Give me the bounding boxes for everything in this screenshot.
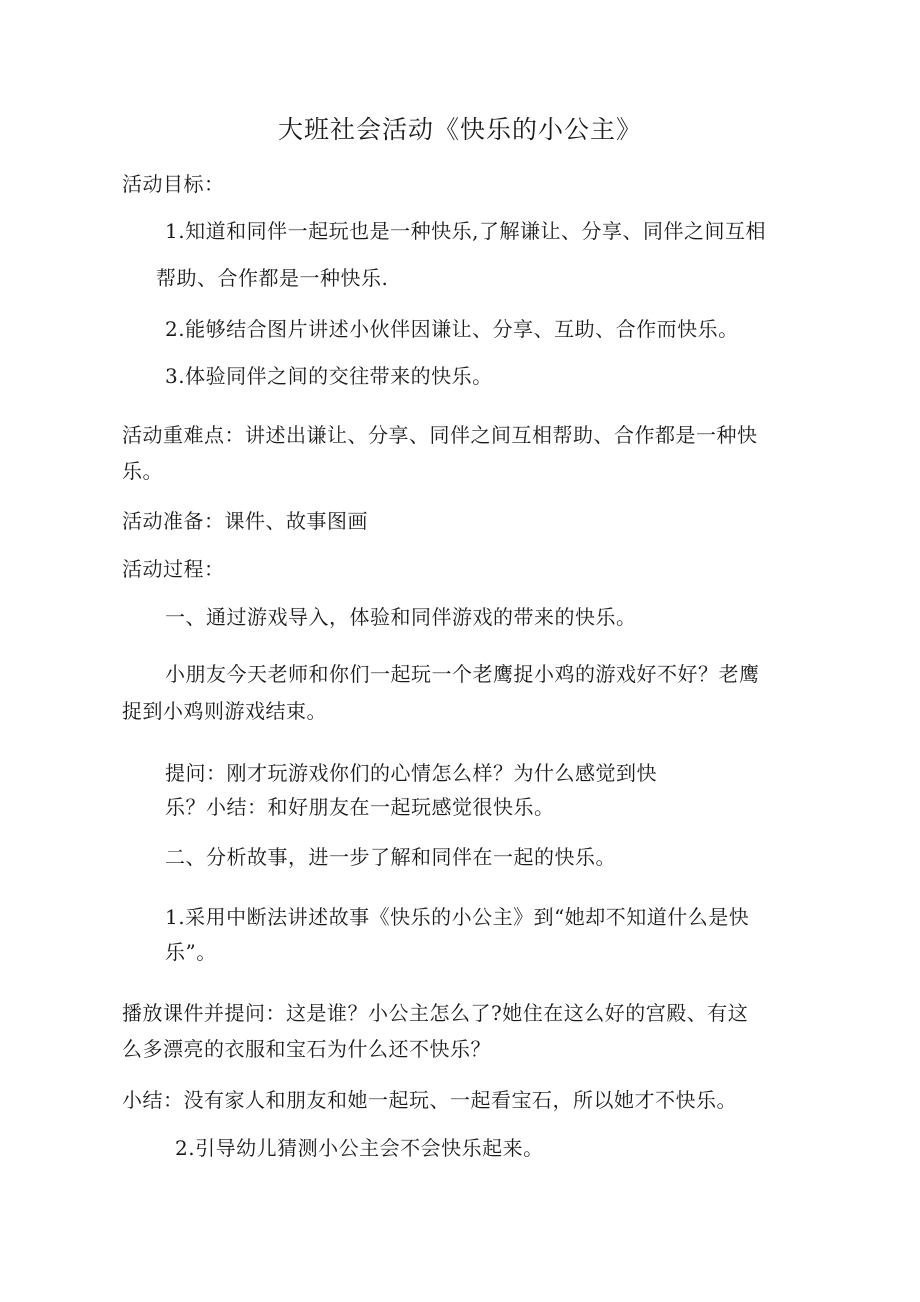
document-title: 大班社会活动《快乐的小公主》 (277, 115, 642, 144)
goal-3: 3.体验同伴之间的交往带来的快乐。 (165, 364, 493, 388)
key-points-line-2: 乐。 (122, 459, 163, 483)
process-step-2-heading: 二、分析故事，进一步了解和同伴在一起的快乐。 (165, 845, 616, 869)
process-step-1-heading: 一、通过游戏导入，体验和同伴游戏的带来的快乐。 (165, 605, 637, 629)
step-2-item-1-line-2: 乐”。 (165, 940, 217, 964)
goal-2: 2.能够结合图片讲述小伙伴因谦让、分享、互助、合作而快乐。 (165, 317, 739, 341)
step-2-item-1-line-1: 1.采用中断法讲述故事《快乐的小公主》到“她却不知道什么是快 (165, 905, 750, 929)
goal-1-line-2: 帮助、合作都是一种快乐. (156, 266, 389, 290)
question-line-1: 提问：刚才玩游戏你们的心情怎么样？为什么感觉到快 (165, 761, 657, 785)
courseware-question-line-2: 么多漂亮的衣服和宝石为什么还不快乐？ (122, 1037, 491, 1061)
key-points-line-1: 活动重难点：讲述出谦让、分享、同伴之间互相帮助、合作都是一种快 (122, 423, 758, 447)
step-1-paragraph-line-2: 捉到小鸡则游戏结束。 (122, 699, 327, 723)
section-heading-process: 活动过程： (122, 557, 225, 581)
step-2-item-2: 2.引导幼儿猜测小公主会不会快乐起来。 (175, 1136, 544, 1160)
question-line-2: 乐？小结：和好朋友在一起玩感觉很快乐。 (165, 795, 555, 819)
courseware-question-line-1: 播放课件并提问：这是谁？小公主怎么了?她住在这么好的宫殿、有这 (122, 1001, 749, 1025)
goal-1-line-1: 1.知道和同伴一起玩也是一种快乐,了解谦让、分享、同伴之间互相 (165, 219, 766, 243)
preparation: 活动准备：课件、故事图画 (122, 509, 368, 533)
step-1-paragraph-line-1: 小朋友今天老师和你们一起玩一个老鹰捉小鸡的游戏好不好？老鹰 (165, 662, 760, 686)
summary: 小结：没有家人和朋友和她一起玩、一起看宝石，所以她才不快乐。 (122, 1088, 737, 1112)
section-heading-goals: 活动目标： (122, 172, 225, 196)
